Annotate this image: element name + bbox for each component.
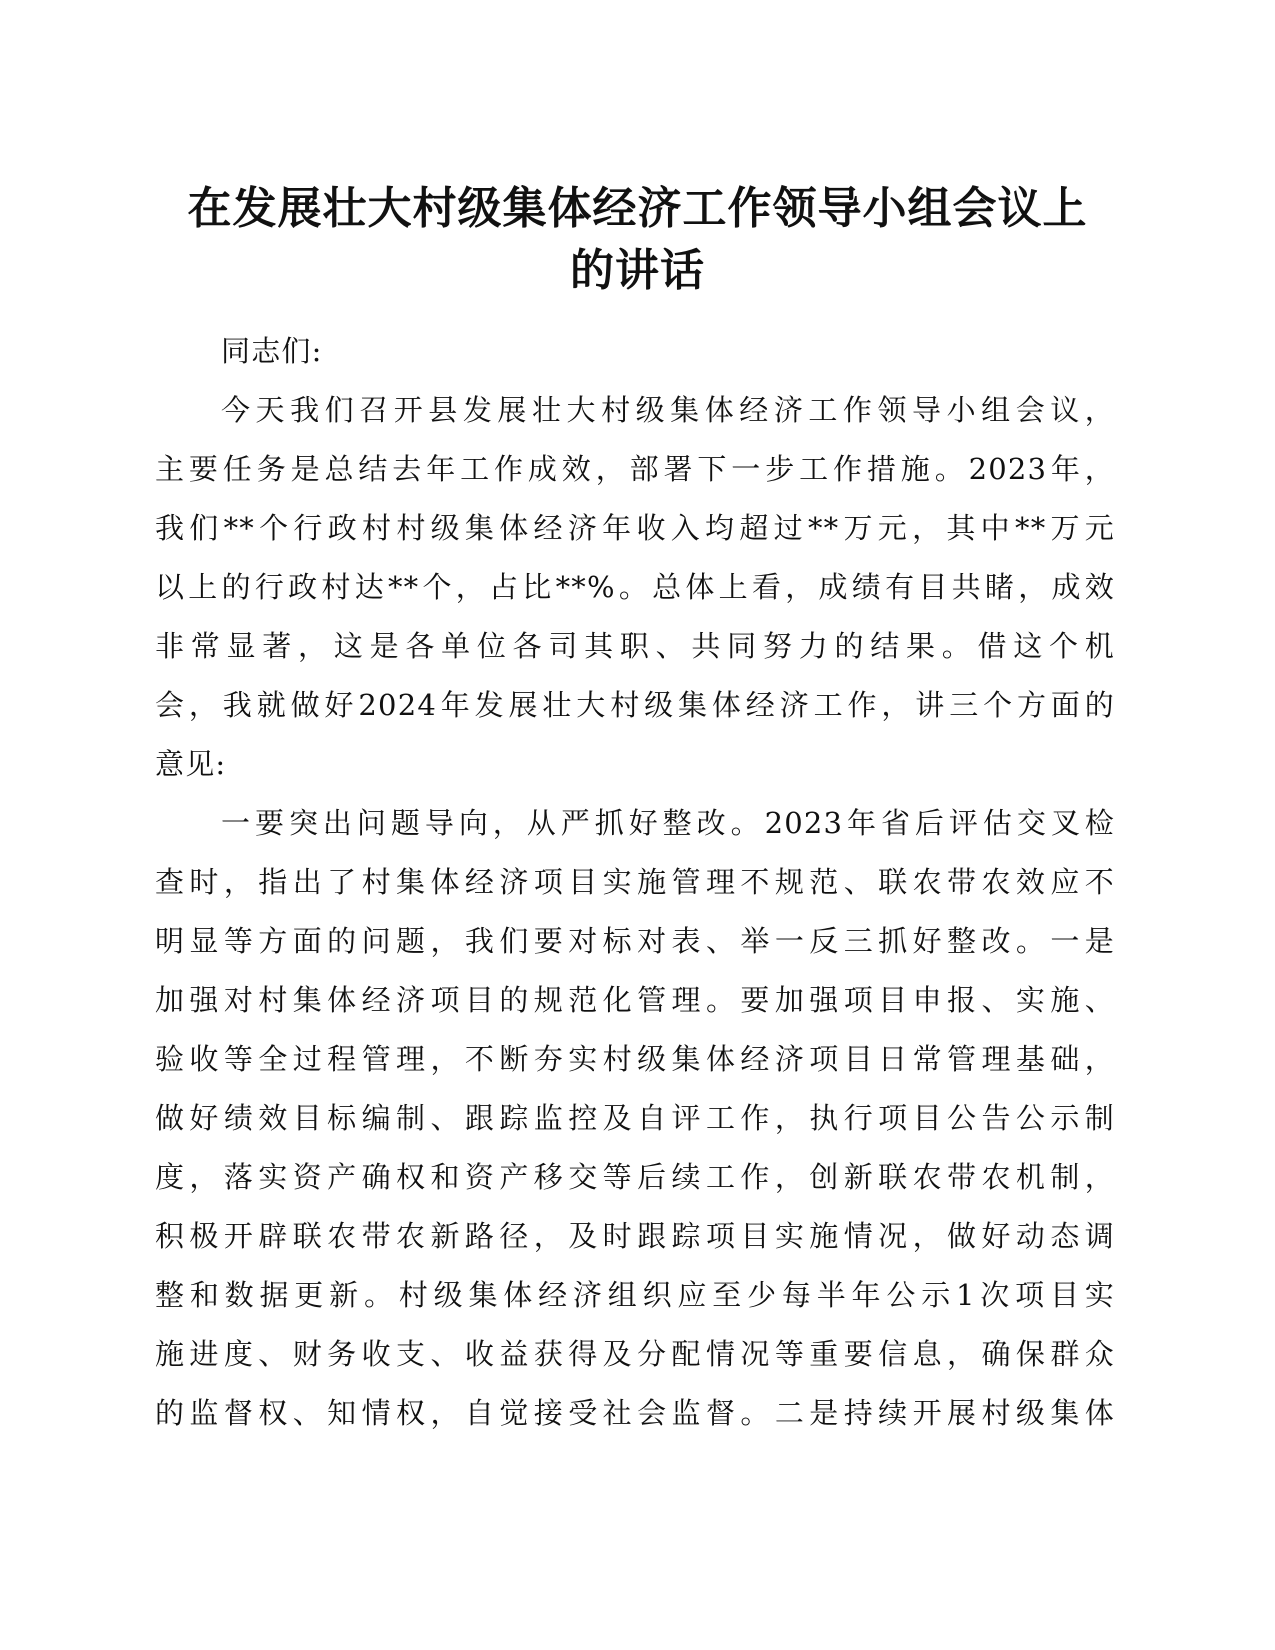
document-body	[155, 322, 1115, 1443]
paragraph-line: 查时，指出了村集体经济项目实施管理不规范、联农带农效应不	[155, 865, 1115, 899]
title-line-2: 的讲话	[570, 245, 705, 296]
paragraph-line: 非常显著，这是各单位各司其职、共同努力的结果。借这个机	[155, 629, 1115, 663]
paragraph-line: 验收等全过程管理，不断夯实村级集体经济项目日常管理基础，	[155, 1042, 1115, 1076]
paragraph-2	[155, 794, 1115, 1443]
paragraph-line: 做好绩效目标编制、跟踪监控及自评工作，执行项目公告公示制	[155, 1101, 1115, 1135]
paragraph-line: 度，落实资产确权和资产移交等后续工作，创新联农带农机制，	[155, 1160, 1115, 1194]
salutation: 同志们:	[221, 334, 323, 368]
paragraph-line: 意见:	[155, 747, 227, 781]
document-title	[150, 178, 1125, 302]
paragraph-line: 的监督权、知情权，自觉接受社会监督。二是持续开展村级集体	[155, 1396, 1115, 1430]
paragraph-line: 加强对村集体经济项目的规范化管理。要加强项目申报、实施、	[155, 983, 1115, 1017]
title-line-1: 在发展壮大村级集体经济工作领导小组会议上	[187, 183, 1088, 234]
paragraph-line: 整和数据更新。村级集体经济组织应至少每半年公示1次项目实	[155, 1278, 1115, 1312]
paragraph-line: 积极开辟联农带农新路径，及时跟踪项目实施情况，做好动态调	[155, 1219, 1115, 1253]
paragraph-line: 主要任务是总结去年工作成效，部署下一步工作措施。2023年，	[155, 452, 1115, 486]
paragraph-line: 今天我们召开县发展壮大村级集体经济工作领导小组会议，	[221, 393, 1115, 427]
paragraph-line: 以上的行政村达**个，占比**%。总体上看，成绩有目共睹，成效	[155, 570, 1115, 604]
paragraph-line: 我们**个行政村村级集体经济年收入均超过**万元，其中**万元	[155, 511, 1115, 545]
paragraph-line: 会，我就做好2024年发展壮大村级集体经济工作，讲三个方面的	[155, 688, 1115, 722]
paragraph-line: 一要突出问题导向，从严抓好整改。2023年省后评估交叉检	[221, 806, 1115, 840]
paragraph-1	[155, 381, 1115, 794]
paragraph-line: 施进度、财务收支、收益获得及分配情况等重要信息，确保群众	[155, 1337, 1115, 1371]
paragraph-line: 明显等方面的问题，我们要对标对表、举一反三抓好整改。一是	[155, 924, 1115, 958]
